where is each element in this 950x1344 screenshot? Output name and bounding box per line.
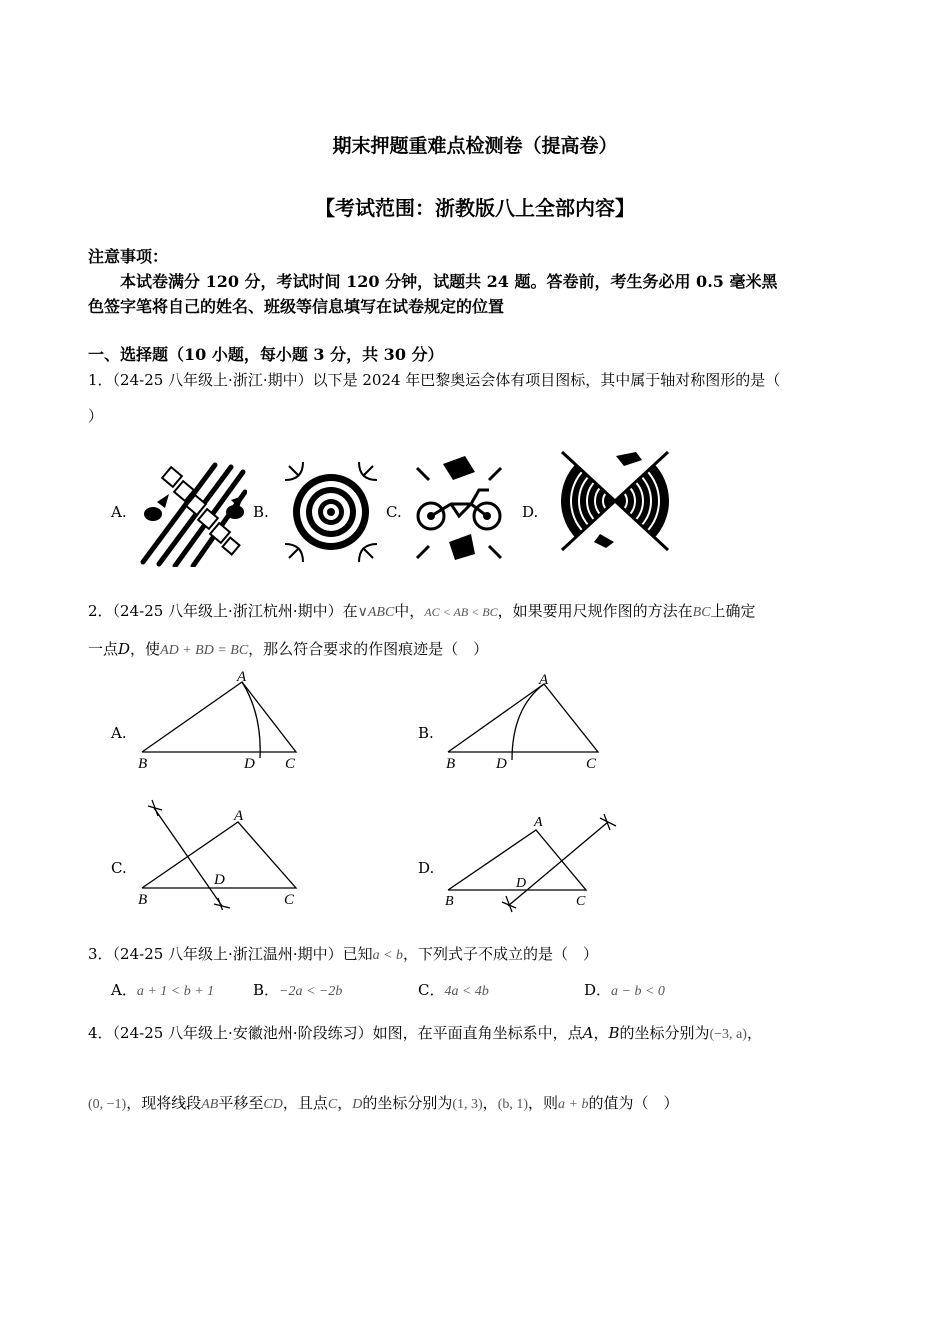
q4-line2d: 的坐标分别为 (362, 1094, 453, 1112)
badminton-icon (135, 462, 247, 567)
fig-d-label-b: B (445, 894, 454, 909)
q2-inequality: AC < AB < BC (424, 605, 498, 619)
notice-line-1: 本试卷满分 120 分，考试时间 120 分钟，试题共 24 题。答卷前，考生务必用 0.5 毫米黑 (120, 272, 778, 291)
q4-coord-b: (0, −1) (88, 1097, 127, 1112)
q4-point-b: B (608, 1024, 620, 1042)
q4-comma: ， (746, 1024, 762, 1042)
q2-option-a-label: A. (111, 724, 127, 742)
q1-stem-close: ） (88, 407, 104, 425)
q3-stem (88, 943, 598, 964)
q2-figure-d (436, 808, 626, 913)
notice-heading: 注意事项： (88, 247, 169, 266)
q4-expression: a + b (558, 1097, 589, 1112)
q3-prefix: 3．（24-25 八年级上·浙江温州·期中）已知 (88, 945, 373, 963)
q4-stem-line-2 (88, 1092, 679, 1113)
q2-option-d-label: D. (418, 859, 435, 877)
fig-d-label-d: D (516, 876, 527, 891)
fig-c-label-b: B (138, 892, 148, 908)
q4-line2c: ，且点 (282, 1094, 328, 1112)
q4-coord-c: (1, 3) (452, 1097, 483, 1112)
fig-a-label-a: A (237, 669, 247, 685)
fig-a-label-c: C (285, 756, 296, 772)
q4-line1b: 的坐标分别为 (619, 1024, 710, 1042)
q2-figure-b (436, 668, 616, 773)
archery-target-icon (281, 460, 381, 565)
q2-stem-line-2 (88, 638, 488, 659)
q2-figure-a (130, 668, 310, 773)
skateboard-shoe-icon (554, 446, 676, 556)
exam-scope: 【考试范围：浙教版八上全部内容】 (315, 196, 635, 220)
q4-stem-line-1 (88, 1022, 762, 1043)
q3-option-c-expr: 4a < 4b (444, 984, 489, 999)
q3-option-b[interactable] (253, 979, 342, 1000)
page-title: 期末押题重难点检测卷（提高卷） (332, 135, 618, 157)
q2-prefix: 2．（24-25 八年级上·浙江杭州·期中）在 (88, 602, 358, 620)
fig-b-label-c: C (586, 756, 597, 772)
q2-mid: 中， (394, 602, 425, 620)
q3-option-d-expr: a − b < 0 (611, 984, 665, 999)
q4-sep: ， (593, 1024, 609, 1042)
q2-after: ，如果要用尺规作图的方法在 (497, 602, 693, 620)
q4-segment-ab: AB (201, 1097, 219, 1112)
q2-option-b-label: B. (418, 724, 434, 742)
notice-line-2: 色签字笔将自己的姓名、班级等信息填写在试卷规定的位置 (88, 297, 505, 316)
section-heading: 一、选择题（10 小题，每小题 3 分，共 30 分） (88, 345, 444, 364)
q2-line2a: 一点 (88, 640, 119, 658)
q3-condition: a < b (372, 948, 404, 963)
q2-line2b: ，使 (130, 640, 161, 658)
q4-line2e: ，则 (528, 1094, 559, 1112)
q1-stem: 1．（24-25 八年级上·浙江·期中）以下是 2024 年巴黎奥运会体有项目图标，其中属于轴对称图形的是（ (88, 371, 781, 389)
fig-b-label-a: A (539, 672, 549, 688)
q1-option-d-label: D. (522, 503, 539, 521)
q1-option-c-label: C. (386, 503, 402, 521)
q3-option-a-label: A． (111, 981, 137, 999)
bmx-cycling-icon (413, 454, 505, 566)
q3-option-a-expr: a + 1 < b + 1 (136, 984, 215, 999)
q1-option-b-label: B. (253, 503, 269, 521)
q4-point-d: D (352, 1097, 363, 1112)
q1-option-a-label: A. (111, 503, 127, 521)
fig-d-label-c: C (576, 894, 586, 909)
fig-c-label-d: D (214, 872, 225, 888)
fig-a-label-b: B (138, 756, 148, 772)
q3-option-d[interactable] (584, 979, 665, 1000)
q4-coord-d: (b, 1) (497, 1097, 529, 1112)
q2-figure-c (130, 798, 310, 910)
q4-sep-2: ， (337, 1094, 353, 1112)
q3-option-a[interactable] (111, 979, 214, 1000)
q2-option-c-label: C. (111, 859, 127, 877)
fig-c-label-a: A (234, 808, 244, 824)
q2-triangle: ∨ABC (357, 605, 395, 620)
q2-stem-line-1 (88, 600, 756, 621)
fig-b-label-b: B (446, 756, 456, 772)
q3-suffix: ，下列式子不成立的是（ ） (403, 945, 599, 963)
q2-after-2: 上确定 (710, 602, 756, 620)
q2-line2c: ，那么符合要求的作图痕迹是（ ） (248, 640, 489, 658)
q2-point-d: D (118, 640, 131, 658)
q4-point-c: C (327, 1097, 338, 1112)
fig-b-label-d: D (496, 756, 507, 772)
fig-a-label-d: D (244, 756, 255, 772)
q3-option-c-label: C． (418, 981, 445, 999)
q4-comma-2: ， (482, 1094, 498, 1112)
q4-segment-cd: CD (263, 1097, 283, 1112)
q3-option-b-expr: −2a < −2b (279, 984, 343, 999)
q4-coord-a: (−3, a) (709, 1027, 747, 1042)
q3-option-b-label: B． (253, 981, 280, 999)
q4-line2f: 的值为（ ） (588, 1094, 679, 1112)
q3-option-d-label: D． (584, 981, 612, 999)
q4-line1a: 4．（24-25 八年级上·安徽池州·阶段练习）如图，在平面直角坐标系中，点 (88, 1024, 583, 1042)
q2-bc: BC (692, 605, 711, 620)
fig-d-label-a: A (534, 815, 543, 830)
q2-equation: AD + BD = BC (160, 643, 249, 658)
q4-line2a: ，现将线段 (126, 1094, 202, 1112)
fig-c-label-c: C (284, 892, 295, 908)
q4-line2b: 平移至 (218, 1094, 264, 1112)
q3-option-c[interactable] (418, 979, 489, 1000)
q4-point-a: A (582, 1024, 594, 1042)
